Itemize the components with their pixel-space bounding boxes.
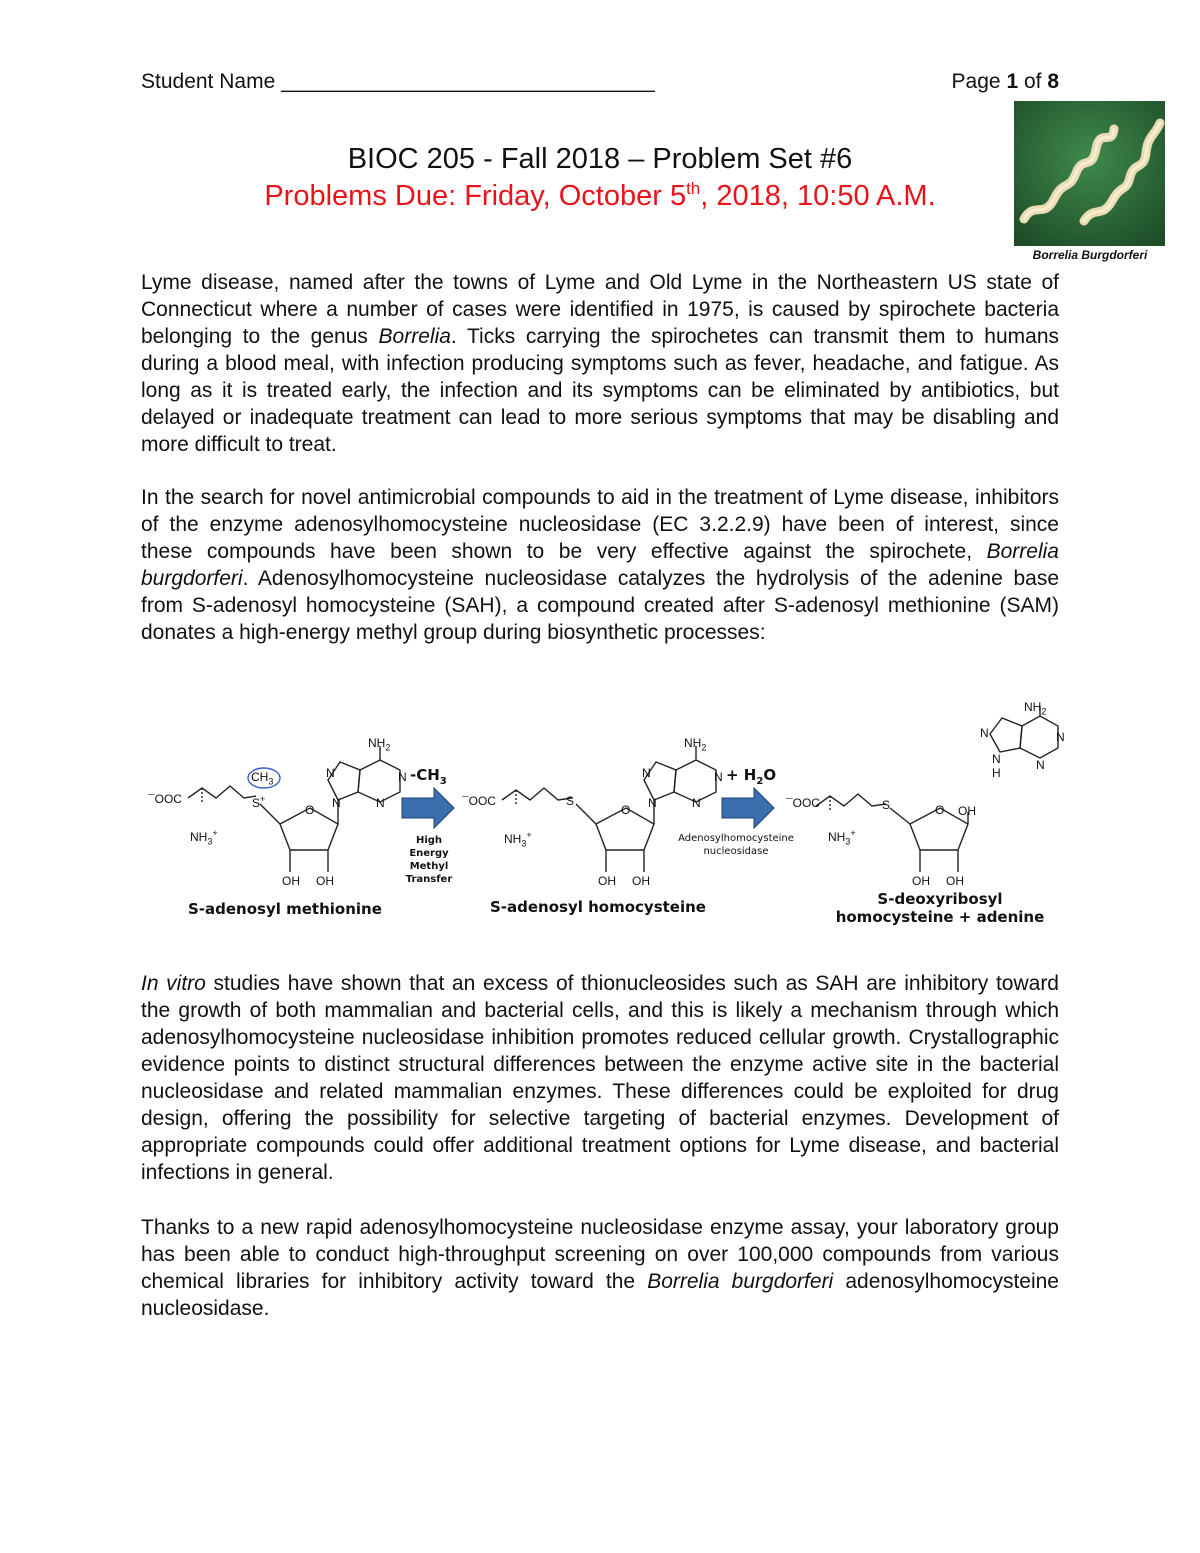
borrelia-photo xyxy=(1014,101,1165,246)
paragraph-intro: Lyme disease, named after the towns of Lyme and Old Lyme in the Northeastern US state of Connecticut where a number of cases were identified in 1975, is caused by spirochete bacteria belonging to the genus Borrelia. Ticks carrying the spirochetes can transmit them to humans during a blood meal, with infection producing symptoms such as fever, headache, and fatigue. As long as it is treated early, the infection and its symptoms can be eliminated by antibiotics, but delayed or inadequate treatment can lead to more serious symptoms that may be disabling and more difficult to treat. xyxy=(141,271,1059,456)
spirochete-image xyxy=(1014,101,1165,246)
ammonium-label: $NH_3^+$ xyxy=(828,828,856,847)
nitrogen-label: N xyxy=(332,796,341,810)
amine-label: $NH_2$ xyxy=(684,736,707,753)
enzyme-label: Adenosylhomocysteine nucleosidase xyxy=(678,833,794,857)
sulfonium-label: S+ xyxy=(252,794,266,810)
due-date: Problems Due: Friday, October 5th, 2018, 10:50 A.M. xyxy=(264,179,936,212)
ammonium-label: $NH_3^+$ xyxy=(190,828,218,847)
document-title: BIOC 205 - Fall 2018 – Problem Set #6 xyxy=(347,143,853,175)
methyl-label: $CH_3$ xyxy=(251,770,274,787)
nitrogen-label: N xyxy=(642,766,651,780)
nitrogen-label: N xyxy=(692,796,701,810)
hydrolysis-label: + $H_2O$ xyxy=(726,766,777,787)
sah-label: S-adenosyl homocysteine xyxy=(490,898,706,916)
paragraph-in-vitro: In vitro studies have shown that an excess of thionucleosides such as SAH are inhibitory toward the growth of both mammalian and bacterial cells, and this is likely a mechanism through which adenosylhomocysteine nucleosidase inhibition promotes reduced cellular growth. Crystallographic evidence points to distinct structural differences between the enzyme active site in the bacterial nucleosidase and related mammalian enzymes. These differences could be exploited for drug design, offering the possibility for selective targeting of bacterial enzymes. Development of appropriate compounds could offer additional treatment options for Lyme disease, and bacterial infections in general. xyxy=(141,972,1059,1184)
ammonium-label: $NH_3^+$ xyxy=(504,830,532,849)
nitrogen-label: N xyxy=(1036,758,1045,772)
nitrogen-label: N xyxy=(992,752,1001,766)
student-name-field: Student Name ________________________________ xyxy=(141,70,655,93)
product-label: S-deoxyribosyl homocysteine + adenine xyxy=(835,890,1045,926)
hydroxyl-label: OH xyxy=(598,874,616,888)
ring-oxygen-label: O xyxy=(305,803,315,817)
hydroxyl-label: OH xyxy=(282,874,300,888)
hydroxyl-label: OH xyxy=(958,804,976,818)
ring-oxygen-label: O xyxy=(621,803,631,817)
page-header xyxy=(141,70,1059,100)
nitrogen-label: N xyxy=(980,726,989,740)
nitrogen-label: N xyxy=(714,770,723,784)
demethylation-label: $-CH_3$ xyxy=(410,766,447,787)
amine-label: $NH_2$ xyxy=(1024,700,1047,717)
hydroxyl-label: OH xyxy=(946,874,964,888)
sulfur-label: S xyxy=(882,798,891,812)
hydroxyl-label: OH xyxy=(912,874,930,888)
carboxylate-label: ¯OOC xyxy=(786,796,820,810)
ring-oxygen-label: O xyxy=(935,803,945,817)
sam-label: S-adenosyl methionine xyxy=(188,900,382,918)
amine-label: $NH_2$ xyxy=(368,736,391,753)
page-number: Page 1 of 8 xyxy=(951,70,1059,93)
nitrogen-label: N xyxy=(398,770,407,784)
nitrogen-label: N xyxy=(1056,730,1065,744)
hydroxyl-label: OH xyxy=(632,874,650,888)
photo-caption: Borrelia Burgdorferi xyxy=(1032,248,1148,262)
paragraph-enzyme: In the search for novel antimicrobial compounds to aid in the treatment of Lyme disease, inhibitors of the enzyme adenosylhomocysteine nucleosidase (EC 3.2.2.9) have been of interest, since these compounds have been shown to be very effective against the spirochete, Borrelia burgdorferi. Adenosylhomocysteine nucleosidase catalyzes the hydrolysis of the adenine base from S-adenosyl homocysteine (SAH), a compound created after S-adenosyl methionine (SAM) donates a high-energy methyl group during biosynthetic processes: xyxy=(141,486,1059,644)
nitrogen-label: N xyxy=(326,766,335,780)
sulfur-label: S xyxy=(566,794,575,808)
hydroxyl-label: OH xyxy=(316,874,334,888)
hydrogen-label: H xyxy=(992,766,1001,780)
nitrogen-label: N xyxy=(376,796,385,810)
methyl-transfer-label: High Energy Methyl Transfer xyxy=(405,835,453,885)
carboxylate-label: ¯OOC xyxy=(148,792,182,806)
paragraph-screening: Thanks to a new rapid adenosylhomocysteine nucleosidase enzyme assay, your laboratory group has been able to conduct high-throughput screening on over 100,000 compounds from various chemical libraries for inhibitory activity toward the Borrelia burgdorferi adenosylhomocysteine nucleosidase. xyxy=(141,1216,1059,1320)
nitrogen-label: N xyxy=(648,796,657,810)
carboxylate-label: ¯OOC xyxy=(462,794,496,808)
reaction-scheme xyxy=(140,700,1080,950)
